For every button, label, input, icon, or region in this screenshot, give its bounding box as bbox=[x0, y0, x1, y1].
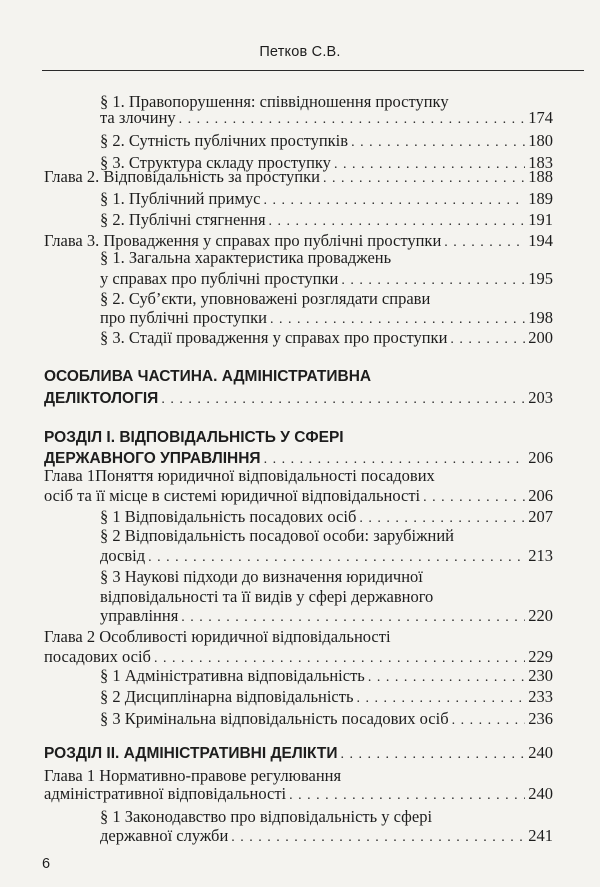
toc-line[interactable]: § 2. Публічні стягнення . . . 191 bbox=[100, 209, 553, 231]
toc-line[interactable]: досвід . . . 213 bbox=[100, 545, 553, 567]
toc-line[interactable]: § 3. Структура складу проступку . . . 183 bbox=[100, 152, 553, 174]
toc-line[interactable]: § 3 Кримінальна відповідальність посадових осіб . . . 236 bbox=[100, 708, 553, 730]
toc-line[interactable]: § 1 Законодавство про відповідальність у сфері bbox=[100, 807, 433, 826]
toc-page-number: 233 bbox=[528, 687, 553, 706]
toc-line[interactable]: § 1 Відповідальність посадових осіб . . . 207 bbox=[100, 506, 553, 528]
toc-line[interactable]: Глава 2. Відповідальність за проступки . . . 188 bbox=[44, 166, 553, 188]
toc-page-number: 229 bbox=[528, 647, 553, 666]
toc-line[interactable]: осіб та її місце в системі юридичної відповідальності . . . 206 bbox=[44, 485, 553, 507]
dot-leader bbox=[452, 708, 526, 732]
dot-leader bbox=[231, 825, 525, 849]
toc-line[interactable]: адміністративної відповідальності . . . 240 bbox=[44, 783, 553, 805]
toc-line[interactable]: Глава 1 Нормативно-правове регулювання bbox=[44, 766, 342, 785]
toc-line[interactable]: управління . . . 220 bbox=[100, 605, 553, 627]
toc-line[interactable]: у справах про публічні проступки . . . 195 bbox=[100, 268, 553, 290]
dot-leader bbox=[356, 686, 525, 710]
dot-leader bbox=[289, 783, 525, 807]
toc-line[interactable]: § 2. Сутність публічних проступків . . . 180 bbox=[100, 130, 553, 152]
dot-leader bbox=[161, 388, 525, 411]
toc-line[interactable]: § 2 Відповідальність посадової особи: зарубіжний bbox=[100, 526, 454, 545]
toc-part-heading[interactable]: ОСОБЛИВА ЧАСТИНА. АДМІНІСТРАТИВНА bbox=[44, 368, 372, 385]
toc-line[interactable]: § 1. Публічний примус . . . 189 bbox=[100, 188, 553, 210]
toc-page-number: 236 bbox=[528, 709, 553, 728]
toc-page-number: 200 bbox=[528, 328, 553, 347]
toc-line[interactable]: § 1. Правопорушення: співвідношення проступку bbox=[100, 92, 449, 111]
toc-line[interactable]: Глава 2 Особливості юридичної відповідальності bbox=[44, 627, 391, 646]
toc-page-number: 189 bbox=[528, 189, 553, 208]
toc-page-number: 240 bbox=[528, 743, 553, 762]
toc-page-number: 191 bbox=[528, 210, 553, 229]
toc-line[interactable]: та злочину . . . 174 bbox=[100, 107, 553, 129]
toc-page-number: 203 bbox=[528, 388, 553, 407]
toc-section-heading[interactable]: РОЗДІЛ І. ВІДПОВІДАЛЬНІСТЬ У СФЕРІ bbox=[44, 429, 344, 446]
toc-line[interactable]: про публічні проступки . . . 198 bbox=[100, 307, 553, 329]
toc-line[interactable]: § 1. Загальна характеристика проваджень bbox=[100, 248, 392, 267]
toc-part-heading[interactable]: ДЕЛІКТОЛОГІЯ . . . 203 bbox=[44, 387, 553, 409]
header-rule bbox=[42, 70, 584, 71]
toc-page-number: 220 bbox=[528, 606, 553, 625]
toc-line[interactable]: Глава 3. Провадження у справах про публічні проступки . . . 194 bbox=[44, 230, 553, 252]
toc-section-heading[interactable]: РОЗДІЛ ІІ. АДМІНІСТРАТИВНІ ДЕЛІКТИ . . . 240 bbox=[44, 742, 553, 764]
toc-line[interactable]: § 2. Суб’єкти, уповноважені розглядати справи bbox=[100, 289, 431, 308]
page-number: 6 bbox=[42, 856, 51, 872]
toc-page-number: 174 bbox=[528, 108, 553, 127]
dot-leader bbox=[179, 107, 526, 131]
toc-line[interactable]: посадових осіб . . . 229 bbox=[44, 646, 553, 668]
toc-line[interactable]: Глава 1Поняття юридичної відповідальності посадових bbox=[44, 466, 435, 485]
toc-line[interactable]: § 1 Адміністративна відповідальність . . . 230 bbox=[100, 665, 553, 687]
toc-page-number: 195 bbox=[528, 269, 553, 288]
toc-page-number: 206 bbox=[528, 486, 553, 505]
toc-page-number: 198 bbox=[528, 308, 553, 327]
toc-page-number: 241 bbox=[528, 826, 553, 845]
toc-page-number: 183 bbox=[528, 153, 553, 172]
dot-leader bbox=[323, 166, 525, 190]
dot-leader bbox=[351, 130, 525, 154]
toc-line[interactable]: відповідальності та її видів у сфері державного bbox=[100, 587, 434, 606]
toc-line[interactable]: § 3 Наукові підходи до визначення юридичної bbox=[100, 567, 423, 586]
toc-page-number: 194 bbox=[528, 231, 553, 250]
dot-leader bbox=[341, 743, 526, 766]
toc-line[interactable]: § 2 Дисциплінарна відповідальність . . . 233 bbox=[100, 686, 553, 708]
toc-page-number: 240 bbox=[528, 784, 553, 803]
running-head: Петков С.В. bbox=[259, 44, 341, 60]
toc-section-heading[interactable]: ДЕРЖАВНОГО УПРАВЛІННЯ . . . 206 bbox=[44, 447, 553, 469]
toc-line[interactable]: § 3. Стадії провадження у справах про проступки . . . 200 bbox=[100, 327, 553, 349]
dot-leader bbox=[450, 327, 525, 351]
toc-page-number: 188 bbox=[528, 167, 553, 186]
toc-line[interactable]: державної служби . . . 241 bbox=[100, 825, 553, 847]
toc-page-number: 207 bbox=[528, 507, 553, 526]
dot-leader bbox=[444, 230, 525, 254]
toc-page-number: 230 bbox=[528, 666, 553, 685]
toc-page-number: 180 bbox=[528, 131, 553, 150]
toc-page-number: 206 bbox=[528, 448, 553, 467]
toc-page-number: 213 bbox=[528, 546, 553, 565]
